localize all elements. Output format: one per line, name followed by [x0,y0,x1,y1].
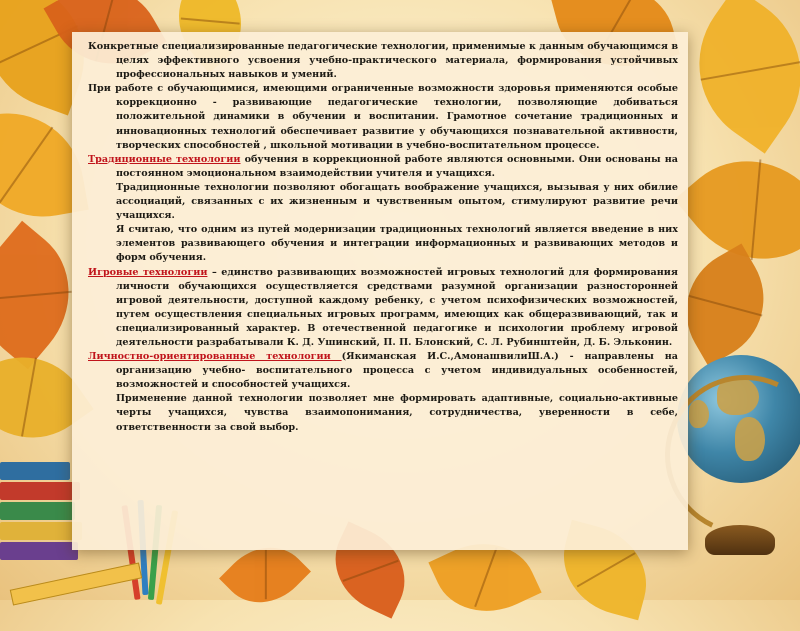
traditional-text-2: Традиционные технологии позволяют обогащать воображение учащихся, вызывая у них обилие ассоциаций, связанных с их жизненным и чувственным опытом, стимулируют развитие речи учащихся. [116,181,678,222]
text-panel [72,32,688,550]
game-text: – единство развивающих возможностей игровых технологий для формирования личности обучающихся осуществляется средствами разумной организации разносторонней игровой деятельности, доступной каждому ребенку, с учетом психофизических возможностей, путем осуществления специальных игровых программ, имеющих как общеразвивающий, так и специализированный характер. В отечественной педагогике и психологии проблему игровой деятельности разрабатывали К. Д. Ушинский, П. П. Блонский, С. Л. Рубинштейн, Д. Б. Эльконин. [116,266,678,348]
personal-text: (Якиманская И.С.,АмонашвилиШ.А.) - направлены на организацию учебно- воспитательного процесса с учетом индивидуальных особенностей, возможностей и способностей учащихся. [116,351,678,391]
personal-technologies-link[interactable]: Личностно-ориентированные технологии [88,351,342,363]
traditional-text-3: Я считаю, что одним из путей модернизации традиционных технологий является введение в них элементов развивающего обучения и интеграции информационных и развивающих методов и форм обучения. [116,224,678,264]
traditional-technologies-link[interactable]: Традиционные технологии [88,153,241,165]
traditional-paragraph [88,153,678,181]
personal-paragraph [88,350,678,392]
game-technologies-link[interactable]: Игровые технологии [88,266,208,278]
game-paragraph [88,266,678,351]
traditional-text: обучения в коррекционной работе являются основными. Они основаны на постоянном эмоциональном взаимодействии учителя и учащихся. [116,153,678,179]
personal-text-2: Применение данной технологии позволяет мне формировать адаптивные, социально-активные черты учащихся, чувства взаимопонимания, сотрудничества, уверенности в себе, ответственности за свой выбор. [116,393,678,433]
intro-paragraph: Конкретные специализированные педагогические технологии, применимые к данным обучающимся в целях эффективного усвоения учебно-практического материала, формирования устойчивых профессиональных навыков и умений. [88,41,678,81]
ovz-paragraph: При работе с обучающимися, имеющими ограниченные возможности здоровья применяются особые коррекционно - развивающие педагогические технологии, позволяющие добиваться положительной динамики в обучении и воспитании. Грамотное сочетание традиционных и инновационных технологий обеспечивает развитие у обучающихся познавательной активности, творческих способностей , школьной мотивации в учебно-воспитательном процессе. [88,83,678,151]
